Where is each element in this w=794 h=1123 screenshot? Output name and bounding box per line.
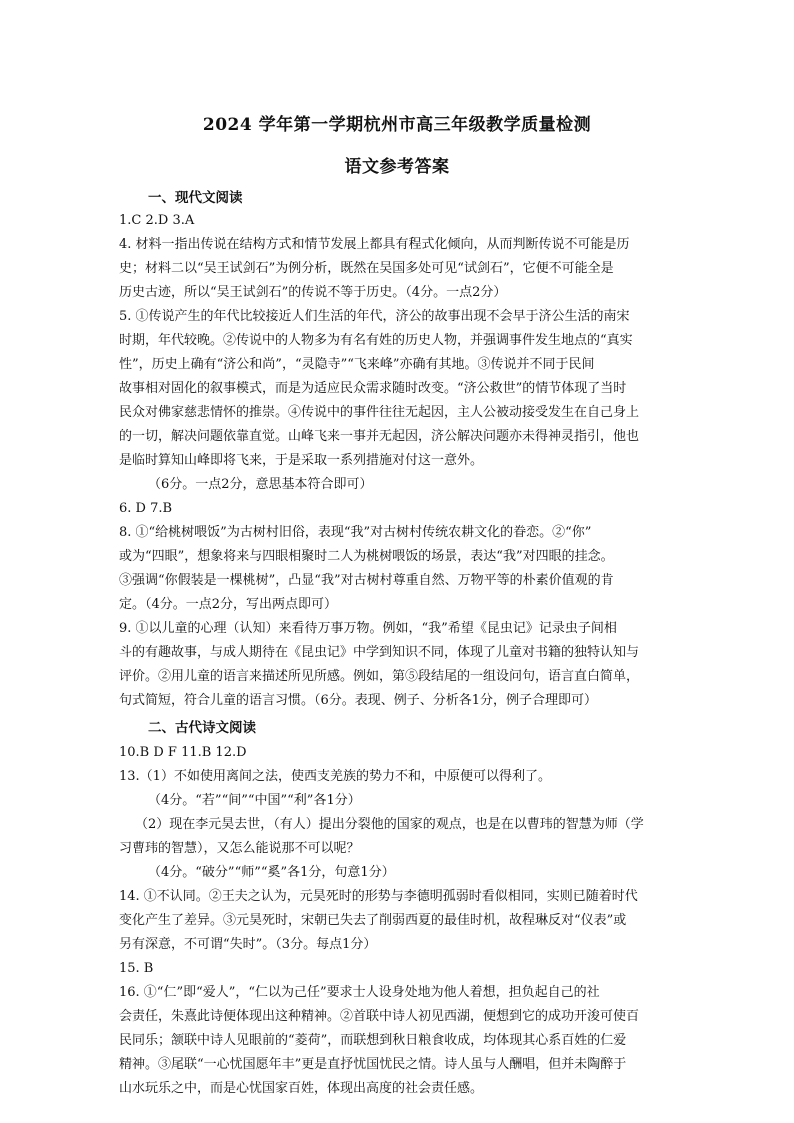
answer-line: 8. ①“给桃树喂饭”为古树村旧俗，表现“我”对古树村传统农耕文化的眷恋。②“你” (119, 525, 592, 540)
answer-line: 是临时算知山峰即将飞来，于是采取一系列措施对付这一意外。 (119, 453, 484, 468)
answer-line: 9. ①以儿童的心理（认知）来看待万事万物。例如，“我”希望《昆虫记》记录虫子间相 (119, 621, 617, 636)
section-heading-classical-reading: 二、古代诗文阅读 (148, 720, 256, 736)
answer-line: ③强调“你假装是一棵桃树”，凸显“我”对古树村尊重自然、万物平等的朴素价值观的肯 (119, 573, 614, 588)
answer-line: 民同乐；颔联中诗人见眼前的“菱荷”，而联想到秋日粮食收成，均体现其心系百姓的仁爱 (119, 1033, 627, 1048)
answer-line: 定。（4分。一点2分，写出两点即可） (119, 597, 338, 612)
answer-q5-score (148, 473, 678, 497)
answer-line: 时期，年代较晚。②传说中的人物多为有名有姓的历史人物，并强调事件发生地点的“真实 (119, 333, 633, 348)
answer-line: （2）现在李元昊去世，（有人）提出分裂他的国家的观点，也是在以曹玮的智慧为师（学 (135, 817, 644, 832)
answer-line: 16. ①“仁”即“爱人”，“仁以为己任”要求士人设身处地为他人着想，担负起自己的社 (119, 985, 600, 1000)
answer-line: 评价。②用儿童的语言来描述所见所感。例如，第⑤段结尾的一组设问句，语言直白简单， (119, 669, 640, 684)
answer-line: 故事相对固化的叙事模式，而是为适应民众需求随时改变。“济公救世”的情节体现了当时 (119, 381, 627, 396)
answer-line: 变化产生了差异。③元昊死时，宋朝已失去了削弱西夏的最佳时机，故程琳反对“仪表”或 (119, 913, 627, 928)
answer-line: 的一切，解决问题依靠直觉。山峰飞来一事并无起因，济公解决问题亦未得神灵指引，他也 (119, 429, 640, 444)
answer-q10-12 (119, 741, 679, 765)
answer-q8 (119, 521, 679, 617)
answer-line: 13.（1）不如使用离间之法，使西支羌族的势力不和，中原便可以得利了。 (119, 769, 551, 784)
answer-line: 民众对佛家慈悲情怀的推崇。④传说中的事件往往无起因，主人公被动接受发生在自己身上 (119, 405, 640, 420)
answer-line: 句式简短，符合儿童的语言习惯。（6分。表现、例子、分析各1分，例子合理即可） (119, 693, 598, 708)
document-title: 2024 学年第一学期杭州市高三年级教学质量检测 (202, 115, 592, 135)
answer-q13-2-score (148, 861, 678, 885)
answer-line: 会责任，朱熹此诗便体现出这种精神。②首联中诗人初见西湖，便想到它的成功开浚可使百 (119, 1009, 640, 1024)
answer-q6-7 (119, 497, 679, 521)
score-note: （4分。“破分”“师”“奚”各1分，句意1分） (148, 865, 395, 880)
answer-line: 10.B D F 11.B 12.D (119, 745, 247, 760)
answer-q13-1 (119, 765, 679, 789)
answer-q9 (119, 617, 679, 713)
answer-line: 习曹玮的智慧），又怎么能说那不可以呢？ (119, 841, 360, 856)
score-note: （6分。一点2分，意思基本符合即可） (148, 477, 373, 492)
answer-line: 1.C 2.D 3.A (119, 213, 195, 228)
score-note: （4分。“若”“间”“中国”“利”各1分） (148, 793, 361, 808)
answer-line: 史；材料二以“吴王试剑石”为例分析，既然在吴国多处可见“试剑石”，它便不可能全是 (119, 261, 614, 276)
answer-q14 (119, 885, 679, 957)
answer-q15 (119, 957, 679, 981)
answer-line: 历史古迹，所以“吴王试剑石”的传说不等于历史。（4分。一点2分） (119, 285, 507, 300)
answer-line: 精神。③尾联“一心忧国愿年丰”更是直抒忧国忧民之情。诗人虽与人酬唱，但并未陶醉于 (119, 1057, 627, 1072)
answer-q16 (119, 981, 679, 1101)
answer-line: 4. 材料一指出传说在结构方式和情节发展上都具有程式化倾向，从而判断传说不可能是历 (119, 237, 630, 252)
answer-line: 15. B (119, 961, 154, 976)
answer-line: 14. ①不认同。②王夫之认为，元昊死时的形势与李德明孤弱时看似相同，实则已随着时代 (119, 889, 638, 904)
answer-line: 性”，历史上确有“济公和尚”，“灵隐寺”“飞来峰”亦确有其地。③传说并不同于民间 (119, 357, 595, 372)
answer-q5 (119, 305, 679, 473)
answer-line: 斗的有趣故事，与成人期待在《昆虫记》中学到知识不同，体现了儿童对书籍的独特认知与 (119, 645, 640, 660)
section-heading-modern-reading: 一、现代文阅读 (148, 190, 243, 206)
document-subtitle: 语文参考答案 (344, 157, 450, 177)
answer-line: 另有深意，不可谓“失时”。（3分。每点1分） (119, 937, 377, 952)
answer-q13-2 (119, 813, 679, 861)
answer-q13-1-score (148, 789, 678, 813)
answer-q4 (119, 233, 679, 305)
answer-line: 或为“四眼”，想象将来与四眼相聚时二人为桃树喂饭的场景，表达“我”对四眼的挂念。 (119, 549, 614, 564)
answer-line: 山水玩乐之中，而是心忧国家百姓，体现出高度的社会责任感。 (119, 1081, 484, 1096)
answer-line: 6. D 7.B (119, 501, 173, 516)
answer-line: 5. ①传说产生的年代比较接近人们生活的年代，济公的故事出现不会早于济公生活的南宋 (119, 309, 630, 324)
answer-q1-3 (119, 209, 679, 233)
